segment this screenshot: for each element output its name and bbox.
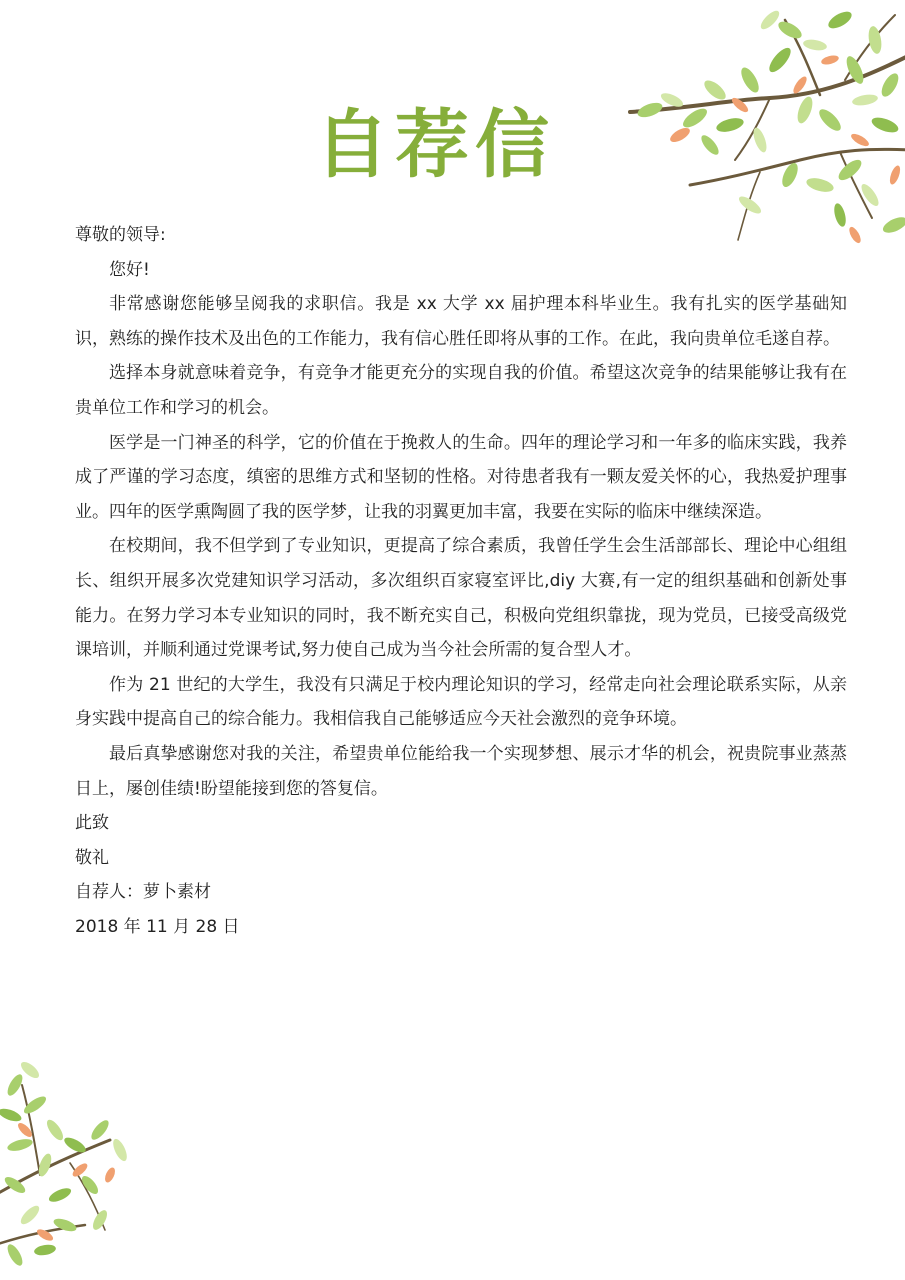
closing-line: 此致 [75,813,109,834]
letter-date: 2018 年 11 月 28 日 [75,916,240,937]
greeting-line: 您好! [109,259,150,280]
page-title: 自荐信 [315,102,555,188]
body-paragraph: 选择本身就意味着竞争，有竞争才能更充分的实现自我的价值。希望这次竞争的结果能够让我有在贵单位工作和学习的机会。 [75,363,847,418]
salutation: 尊敬的领导: [75,225,166,245]
body-paragraph: 最后真挚感谢您对我的关注，希望贵单位能给我一个实现梦想、展示才华的机会，祝贵院事业蒸蒸日上，屡创佳绩!盼望能接到您的答复信。 [75,743,847,799]
tree-branch-bottom-left [0,1045,150,1280]
letter-body [75,218,847,944]
body-paragraph: 医学是一门神圣的科学，它的价值在于挽救人的生命。四年的理论学习和一年多的临床实践，我养成了严谨的学习态度，缜密的思维方式和坚韧的性格。对待患者我有一颗友爱关怀的心，我热爱护理事业。四年的医学熏陶圆了我的医学梦，让我的羽翼更加丰富，我要在实际的临床中继续深造。 [75,432,847,522]
closing-line: 敬礼 [75,847,109,868]
signature: 自荐人：萝卜素材 [75,882,211,903]
body-paragraph: 在校期间，我不但学到了专业知识，更提高了综合素质，我曾任学生会生活部部长、理论中心组组长、组织开展多次党建知识学习活动，多次组织百家寝室评比,diy 大赛,有一定的组织基础和创新处事能力。在努力学习本专业知识的同时，我不断充实自己，积极向党组织靠拢，现为党员，已接受高级党课培训，并顺利通过党课考试,努力使自己成为当今社会所需的复合型人才。 [75,536,847,661]
body-paragraph: 作为 21 世纪的大学生，我没有只满足于校内理论知识的学习，经常走向社会理论联系实际，从亲身实践中提高自己的综合能力。我相信我自己能够适应今天社会激烈的竞争环境。 [75,674,847,730]
body-paragraph: 非常感谢您能够呈阅我的求职信。我是 xx 大学 xx 届护理本科毕业生。我有扎实的医学基础知识，熟练的操作技术及出色的工作能力，我有信心胜任即将从事的工作。在此，我向贵单位毛遂自荐。 [75,294,847,349]
